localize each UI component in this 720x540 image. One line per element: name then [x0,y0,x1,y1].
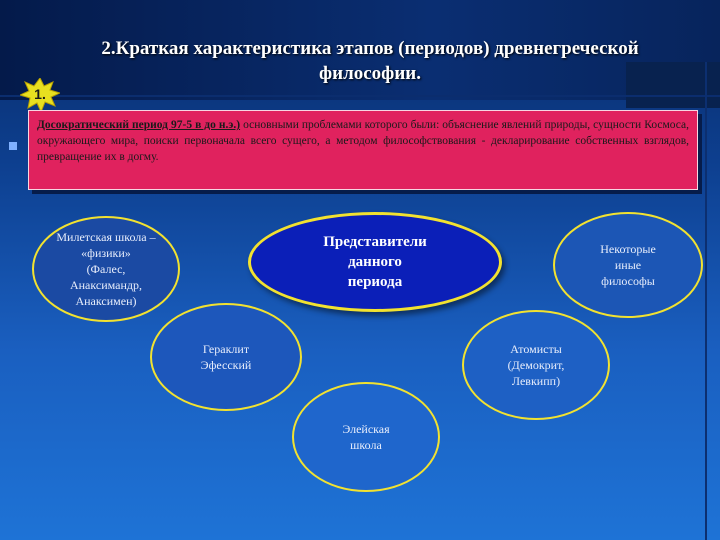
period-description-box [28,110,698,190]
representatives-label: Представители данного периода [323,234,427,290]
other-philosophers-node [553,212,703,318]
milesian-school-label: Милетская школа – «физики» (Фалес, Анаксимандр, Анаксимен) [56,230,156,308]
period-heading: Досократический период 97-5 в до н.э.) [37,119,241,131]
milesian-school-node [32,216,180,322]
slide-title: 2.Краткая характеристика этапов (периодов) древнегреческой философии. [101,38,639,84]
atomists-node [462,310,610,420]
slide-number: 1. [34,86,46,102]
representatives-center-node [248,212,502,312]
slide-number-badge [20,78,60,112]
other-philosophers-label: Некоторые иные философы [600,242,656,288]
heraclitus-label: Гераклит Эфесский [200,342,252,372]
bullet-icon [9,142,17,150]
divider-line [0,95,720,97]
vertical-line [705,62,707,540]
atomists-label: Атомисты (Демокрит, Левкипп) [507,342,565,388]
eleatic-school-node [292,382,440,492]
eleatic-school-label: Элейская школа [342,422,390,452]
heraclitus-node [150,303,302,411]
period-description: основными проблемами которого были: объяснение явлений природы, сущности Космоса, окружающего мира, поиски первоначала всего сущего, а методом философствования - декларирование собственных взглядов, превращение их в догму. [37,119,689,163]
